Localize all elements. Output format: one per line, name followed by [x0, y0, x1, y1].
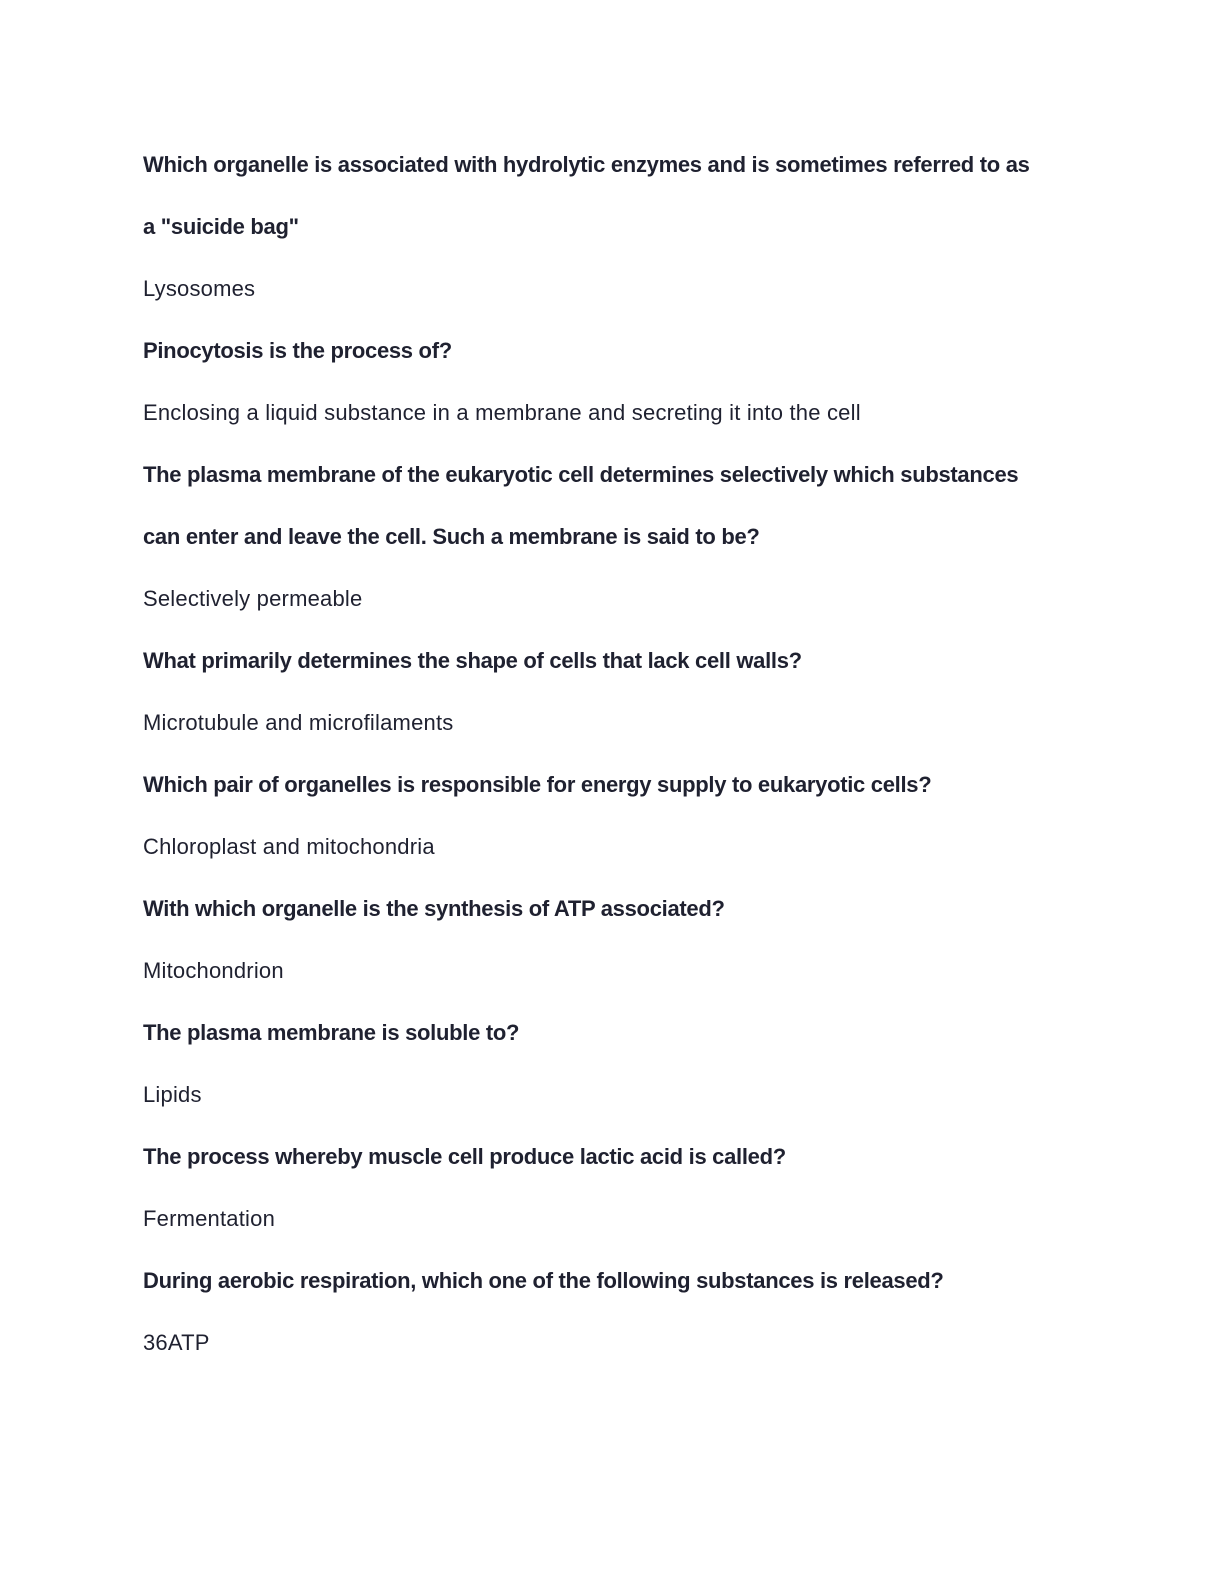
answer: Lysosomes	[143, 276, 256, 301]
qa-item	[143, 1126, 1083, 1250]
question-line: Which pair of organelles is responsible for energy supply to eukaryotic cells?	[143, 772, 932, 797]
answer: Selectively permeable	[143, 586, 363, 611]
qa-item	[143, 1250, 1083, 1374]
qa-list	[143, 134, 1083, 1374]
answer: Fermentation	[143, 1206, 276, 1231]
question-line: With which organelle is the synthesis of ATP associated?	[143, 896, 725, 921]
qa-item	[143, 630, 1083, 754]
question-line: a "suicide bag"	[143, 214, 299, 239]
qa-item	[143, 134, 1083, 320]
answer: Lipids	[143, 1082, 202, 1107]
question-line: The process whereby muscle cell produce lactic acid is called?	[143, 1144, 786, 1169]
answer: Enclosing a liquid substance in a membrane and secreting it into the cell	[143, 400, 861, 425]
question-line: During aerobic respiration, which one of the following substances is released?	[143, 1268, 944, 1293]
answer: Chloroplast and mitochondria	[143, 834, 435, 859]
question-line: Pinocytosis is the process of?	[143, 338, 452, 363]
answer: Microtubule and microfilaments	[143, 710, 454, 735]
qa-item	[143, 320, 1083, 444]
question-line: Which organelle is associated with hydrolytic enzymes and is sometimes referred to as	[143, 152, 1030, 177]
answer: 36ATP	[143, 1330, 210, 1355]
qa-item	[143, 754, 1083, 878]
answer: Mitochondrion	[143, 958, 284, 983]
question-line: The plasma membrane is soluble to?	[143, 1020, 520, 1045]
qa-item	[143, 444, 1083, 630]
question-line: What primarily determines the shape of cells that lack cell walls?	[143, 648, 802, 673]
question-line: The plasma membrane of the eukaryotic cell determines selectively which substances	[143, 462, 1019, 487]
question-line: can enter and leave the cell. Such a membrane is said to be?	[143, 524, 760, 549]
qa-item	[143, 878, 1083, 1002]
qa-item	[143, 1002, 1083, 1126]
